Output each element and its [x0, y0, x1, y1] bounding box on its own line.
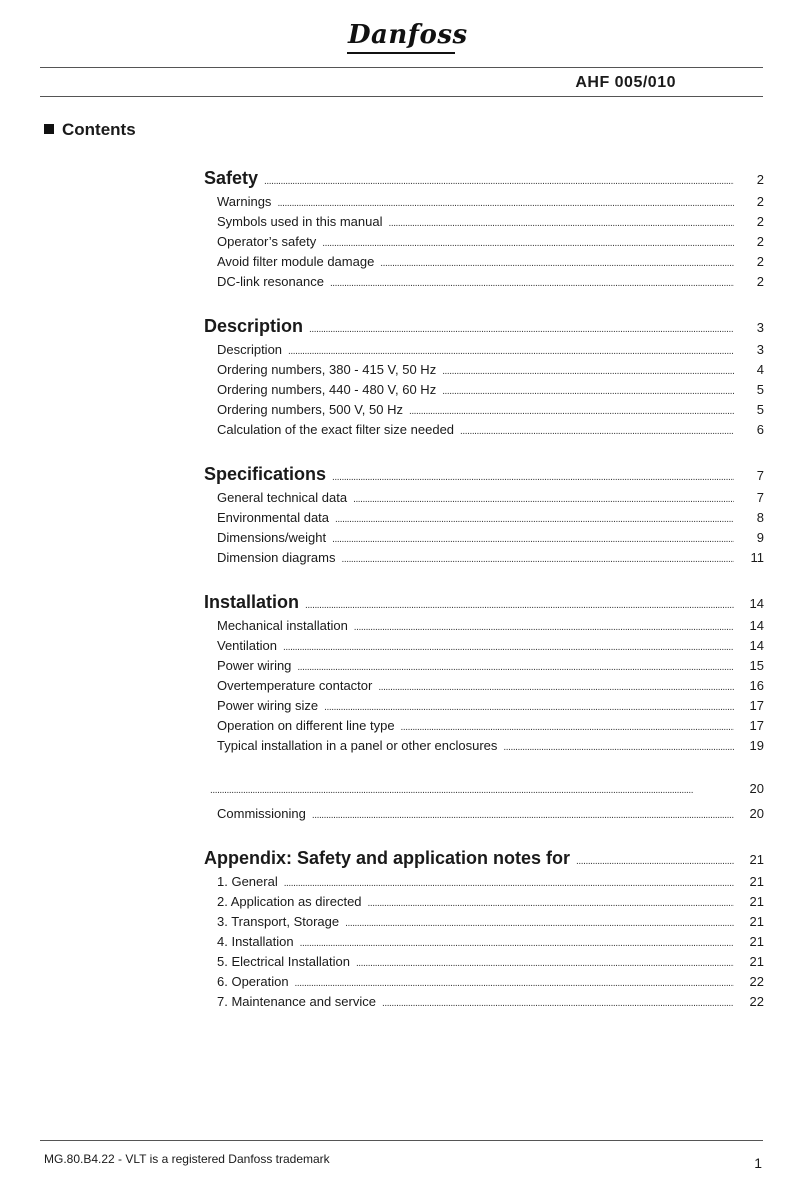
contents-heading [44, 120, 136, 140]
toc-section-page: 14 [749, 596, 764, 611]
toc-entry-page: 5 [756, 382, 764, 397]
leader-dots [277, 194, 734, 209]
footer-rule [40, 1140, 763, 1141]
toc-entry[interactable] [204, 194, 764, 214]
toc-entry[interactable] [204, 382, 764, 402]
toc-section[interactable] [204, 780, 764, 806]
leader-dots [283, 638, 734, 653]
leader-dots [305, 595, 734, 613]
toc-entry-label: Operation on different line type [217, 718, 395, 733]
toc-entry[interactable] [204, 510, 764, 530]
leader-dots [322, 234, 734, 249]
leader-dots [332, 530, 734, 545]
toc-entry-page: 2 [756, 234, 764, 249]
toc-entry-label: Ordering numbers, 380 - 415 V, 50 Hz [217, 362, 437, 377]
square-bullet-icon [44, 124, 54, 134]
leader-dots [503, 738, 734, 753]
toc-entry-page: 7 [756, 490, 764, 505]
toc-entry[interactable] [204, 342, 764, 362]
toc-entry-page: 2 [756, 194, 764, 209]
toc-entry[interactable] [204, 934, 764, 954]
toc-entry-page: 5 [756, 402, 764, 417]
toc-entry[interactable] [204, 974, 764, 994]
table-of-contents [204, 168, 764, 1014]
section-gap [204, 570, 764, 592]
toc-section-page: 21 [749, 852, 764, 867]
leader-dots [378, 678, 734, 693]
toc-entry-page: 22 [749, 994, 764, 1009]
toc-entry-label: Warnings [217, 194, 272, 209]
leader-dots [576, 851, 734, 869]
toc-entry[interactable] [204, 874, 764, 894]
toc-entry-label: Mechanical installation [217, 618, 348, 633]
toc-entry[interactable] [204, 490, 764, 510]
toc-entry-page: 15 [749, 658, 764, 673]
leader-dots [401, 718, 734, 733]
leader-dots [380, 254, 734, 269]
leader-dots [442, 382, 734, 397]
toc-section-page: 20 [749, 781, 764, 796]
leader-dots [309, 319, 734, 337]
toc-section-title: Safety [204, 168, 259, 188]
toc-entry-page: 22 [749, 974, 764, 989]
toc-entry-label: Description [217, 342, 283, 357]
leader-dots [264, 171, 734, 189]
toc-entry-label: Environmental data [217, 510, 330, 525]
leader-dots [297, 658, 734, 673]
toc-entry-label: Ventilation [217, 638, 277, 653]
leader-dots [345, 914, 734, 929]
toc-entry-label: Symbols used in this manual [217, 214, 383, 229]
toc-entry[interactable] [204, 234, 764, 254]
toc-section[interactable] [204, 464, 764, 490]
toc-section[interactable] [204, 848, 764, 874]
toc-entry-page: 14 [749, 618, 764, 633]
section-gap [204, 758, 764, 780]
page-number: 1 [754, 1155, 762, 1171]
toc-entry-label: Power wiring [217, 658, 292, 673]
toc-entry-label: Power wiring size [217, 698, 319, 713]
toc-section-page: 2 [756, 172, 764, 187]
toc-entry-page: 21 [749, 934, 764, 949]
toc-entry[interactable] [204, 718, 764, 738]
leader-dots [460, 422, 734, 437]
header-rule-bottom [40, 96, 763, 97]
toc-entry-page: 11 [750, 550, 764, 565]
toc-section-title: Specifications [204, 464, 327, 484]
toc-entry-label: Dimension diagrams [217, 550, 336, 565]
toc-entry-label: 6. Operation [217, 974, 289, 989]
leader-dots [295, 974, 734, 989]
toc-section[interactable] [204, 168, 764, 194]
toc-section-title: Installation [204, 592, 300, 612]
danfoss-logo: Danfoss [348, 20, 468, 50]
leader-dots [210, 780, 734, 798]
toc-entry-label: 7. Maintenance and service [217, 994, 376, 1009]
toc-entry-page: 6 [756, 422, 764, 437]
leader-dots [353, 490, 734, 505]
toc-entry-page: 17 [749, 698, 764, 713]
toc-entry-page: 21 [749, 954, 764, 969]
toc-entry-page: 21 [749, 894, 764, 909]
logo-underline [347, 52, 455, 54]
leader-dots [300, 934, 734, 949]
leader-dots [288, 342, 734, 357]
toc-entry-label: 1. General [217, 874, 278, 889]
toc-section-page: 7 [756, 468, 764, 483]
toc-entry[interactable] [204, 994, 764, 1014]
toc-entry[interactable] [204, 274, 764, 294]
leader-dots [342, 550, 735, 565]
toc-entry-page: 16 [749, 678, 764, 693]
toc-entry-page: 2 [756, 254, 764, 269]
leader-dots [312, 806, 734, 821]
toc-entry-label: 2. Application as directed [217, 894, 362, 909]
toc-entry[interactable] [204, 698, 764, 718]
toc-entry-label: Avoid filter module damage [217, 254, 375, 269]
toc-entry-label: Typical installation in a panel or other enclosures [217, 738, 498, 753]
toc-entry[interactable] [204, 914, 764, 934]
toc-entry[interactable] [204, 658, 764, 678]
toc-entry-label: Dimensions/weight [217, 530, 327, 545]
toc-section-title: Description [204, 316, 304, 336]
leader-dots [284, 874, 734, 889]
toc-entry[interactable] [204, 530, 764, 550]
toc-entry[interactable] [204, 254, 764, 274]
toc-entry-label: Calculation of the exact filter size needed [217, 422, 455, 437]
toc-entry-page: 21 [749, 914, 764, 929]
leader-dots [332, 467, 734, 485]
toc-entry[interactable] [204, 402, 764, 422]
leader-dots [409, 402, 734, 417]
toc-entry-label: DC-link resonance [217, 274, 324, 289]
toc-entry-label: Operator’s safety [217, 234, 317, 249]
toc-entry-page: 8 [756, 510, 764, 525]
toc-entry-page: 2 [756, 274, 764, 289]
leader-dots [388, 214, 734, 229]
toc-entry-page: 4 [756, 362, 764, 377]
toc-section-title: Appendix: Safety and application notes for [204, 848, 571, 868]
footer-trademark: MG.80.B4.22 - VLT is a registered Danfoss trademark [44, 1152, 330, 1166]
document-code: AHF 005/010 [575, 74, 676, 91]
toc-entry-label: Commissioning [217, 806, 306, 821]
toc-entry-page: 17 [749, 718, 764, 733]
toc-entry-page: 14 [749, 638, 764, 653]
leader-dots [330, 274, 734, 289]
toc-entry-label: 4. Installation [217, 934, 294, 949]
leader-dots [356, 954, 734, 969]
toc-section-page: 3 [756, 320, 764, 335]
toc-section[interactable] [204, 592, 764, 618]
toc-entry-page: 19 [749, 738, 764, 753]
leader-dots [368, 894, 734, 909]
leader-dots [335, 510, 734, 525]
header-rule-top [40, 67, 763, 68]
toc-entry-label: Ordering numbers, 500 V, 50 Hz [217, 402, 403, 417]
toc-entry-label: Overtemperature contactor [217, 678, 373, 693]
toc-entry-page: 3 [756, 342, 764, 357]
contents-heading-text: Contents [62, 120, 136, 139]
toc-entry-page: 9 [756, 530, 764, 545]
toc-entry[interactable] [204, 362, 764, 382]
toc-entry-label: 5. Electrical Installation [217, 954, 350, 969]
toc-entry-label: Ordering numbers, 440 - 480 V, 60 Hz [217, 382, 437, 397]
leader-dots [382, 994, 734, 1009]
toc-entry[interactable] [204, 422, 764, 442]
toc-entry[interactable] [204, 618, 764, 638]
toc-entry[interactable] [204, 550, 764, 570]
section-gap [204, 442, 764, 464]
toc-entry[interactable] [204, 678, 764, 698]
toc-entry-label: 3. Transport, Storage [217, 914, 340, 929]
toc-entry[interactable] [204, 806, 764, 826]
section-gap [204, 294, 764, 316]
toc-entry[interactable] [204, 738, 764, 758]
toc-entry[interactable] [204, 638, 764, 658]
leader-dots [442, 362, 734, 377]
toc-entry[interactable] [204, 894, 764, 914]
toc-entry-page: 20 [749, 806, 764, 821]
section-gap [204, 826, 764, 848]
toc-entry-label: General technical data [217, 490, 348, 505]
leader-dots [324, 698, 734, 713]
toc-entry[interactable] [204, 214, 764, 234]
leader-dots [354, 618, 734, 633]
toc-entry-page: 2 [756, 214, 764, 229]
toc-entry-page: 21 [749, 874, 764, 889]
toc-section[interactable] [204, 316, 764, 342]
toc-entry[interactable] [204, 954, 764, 974]
